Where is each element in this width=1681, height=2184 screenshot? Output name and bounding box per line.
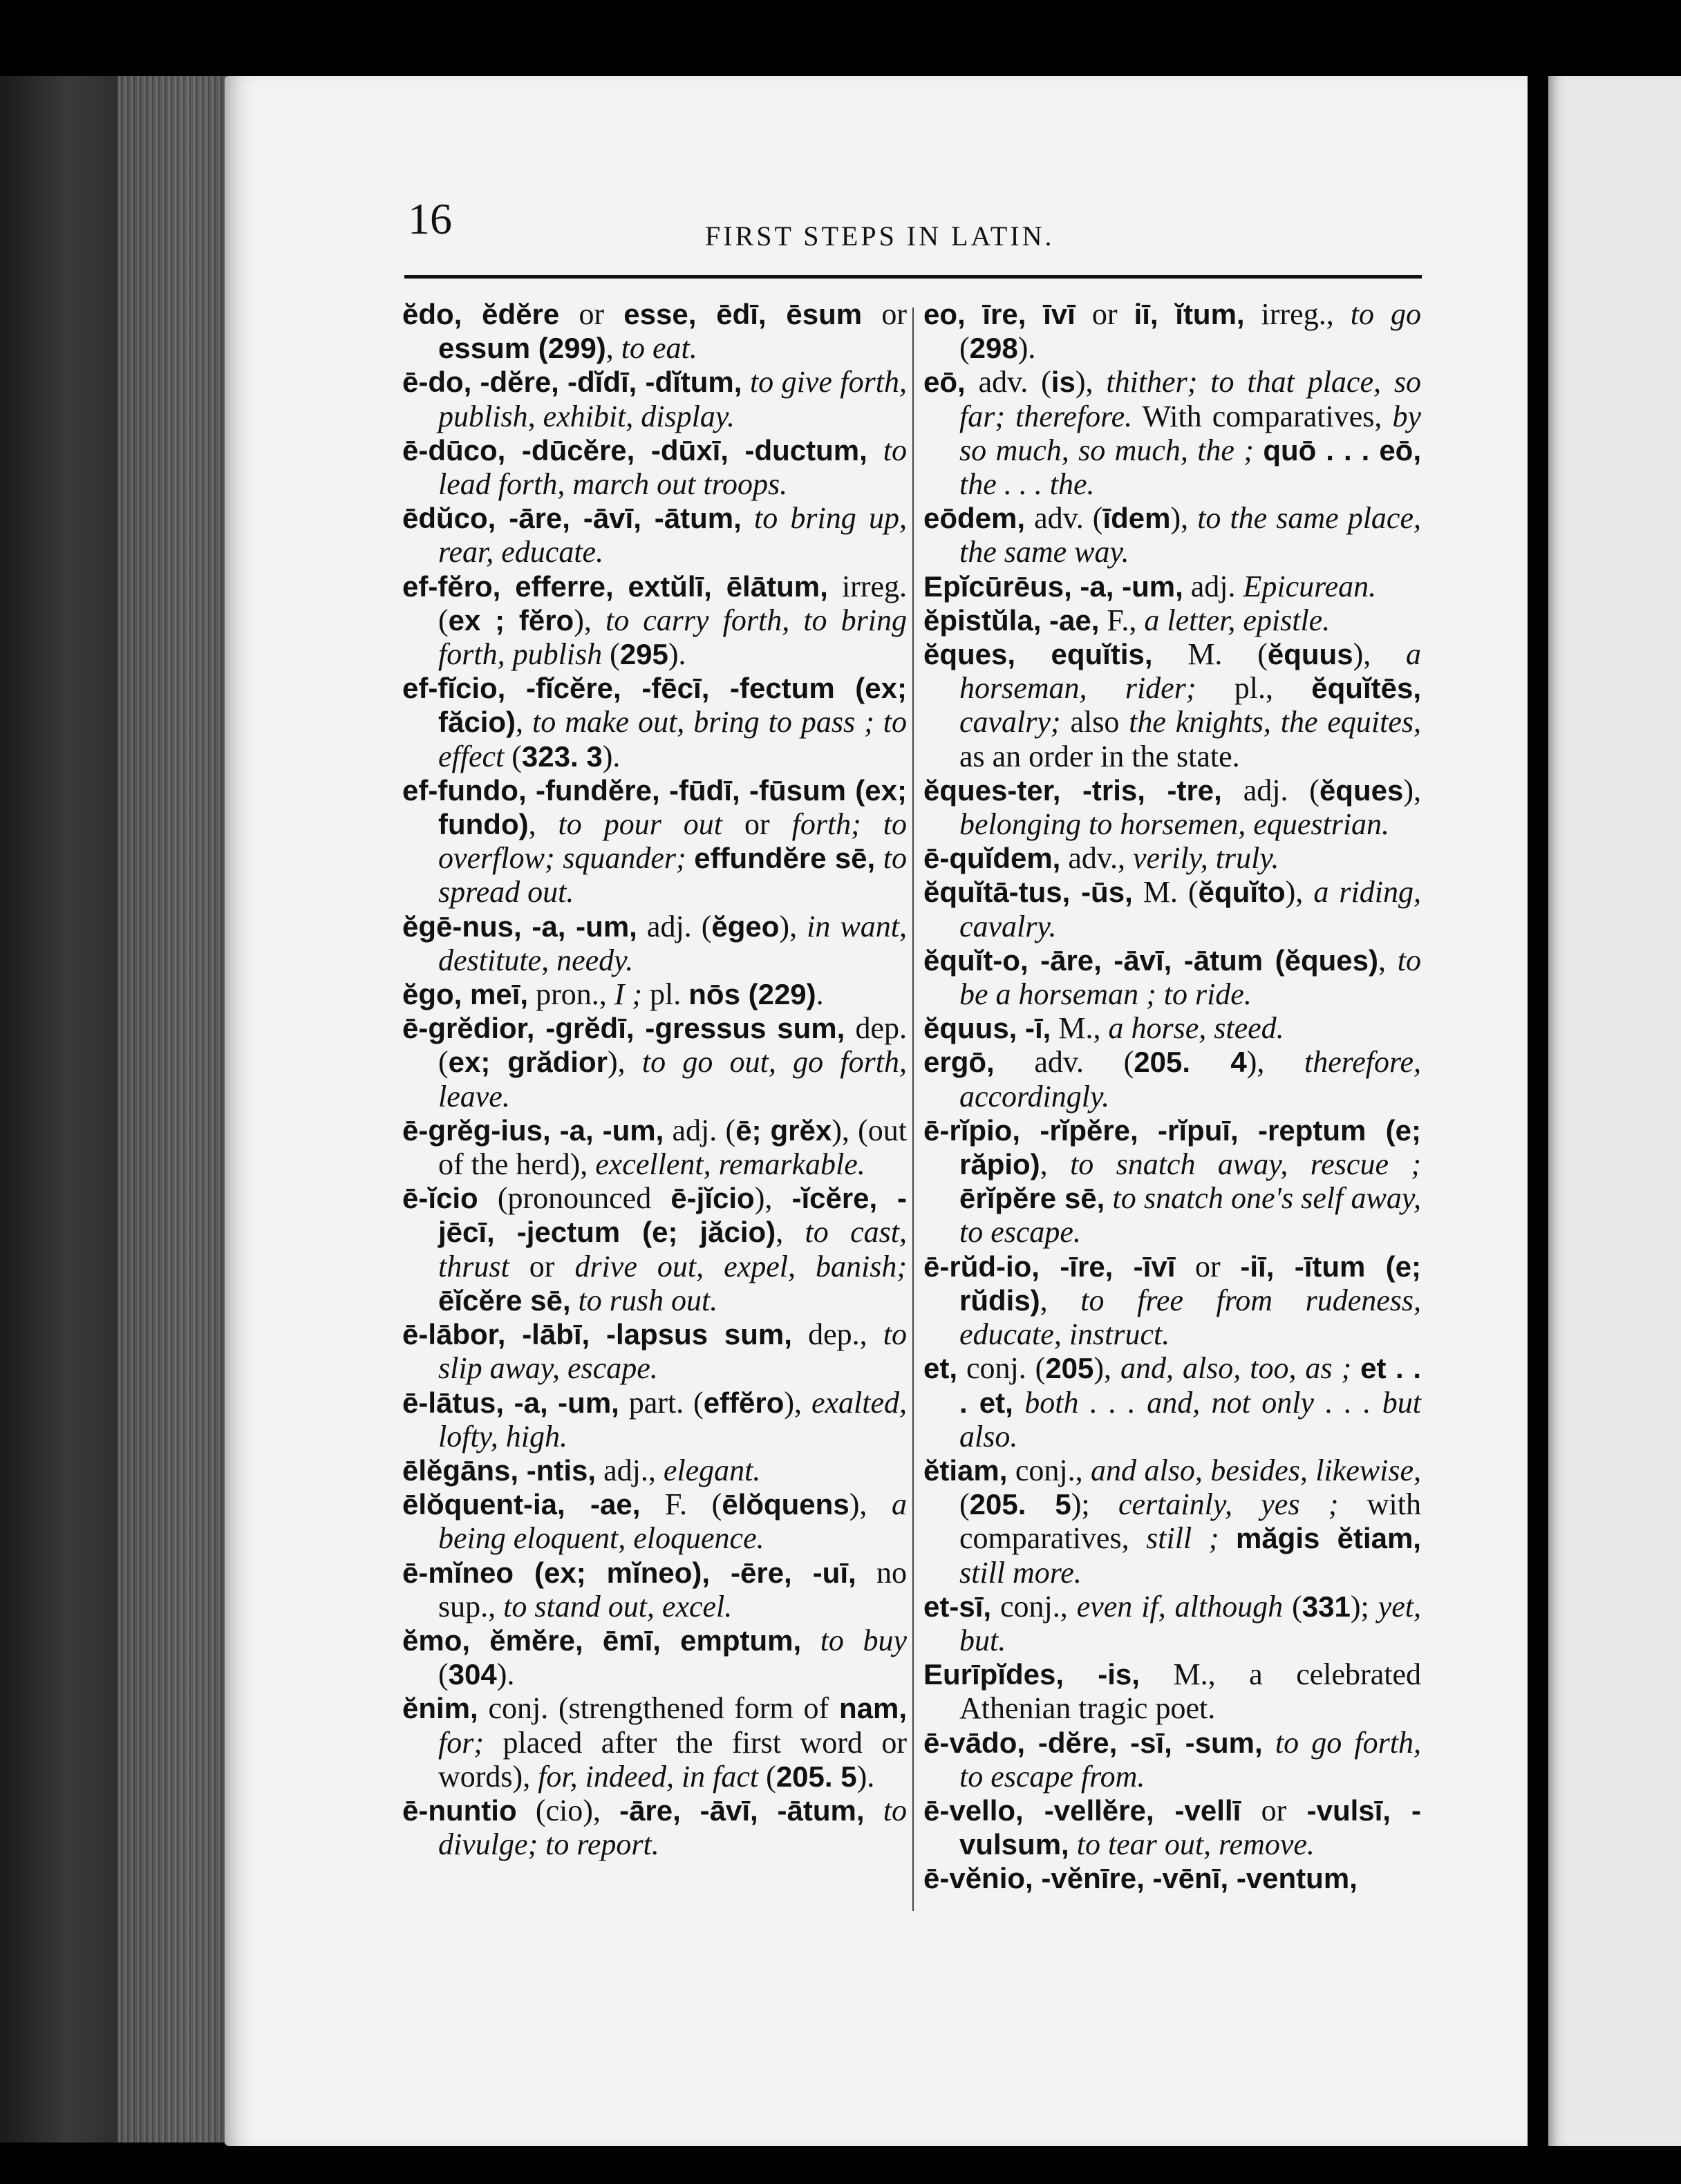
entry-text: no sup., xyxy=(438,1555,907,1623)
headword-text: iī, ĭtum, xyxy=(1134,298,1245,330)
definition-text: a letter, epistle. xyxy=(1144,603,1331,637)
entry-text: ). xyxy=(856,1759,875,1794)
definition-text: a being eloquent, eloquence. xyxy=(438,1487,907,1556)
entry-text: or xyxy=(1075,297,1134,331)
headword-text: ĕquĭtēs, xyxy=(1311,672,1421,705)
entry-text: conj., xyxy=(991,1589,1077,1623)
headword-text: ēlŏquens xyxy=(722,1488,849,1521)
headword-text: 323. 3 xyxy=(521,740,603,773)
definition-text: to pour out xyxy=(558,807,723,842)
right-column xyxy=(923,297,1421,1896)
dictionary-entry xyxy=(923,297,1421,365)
definition-text: by so much, so much, the ; xyxy=(959,399,1421,467)
headword-text: ĕques xyxy=(1319,773,1404,807)
headword-text: ĕquus, -ī, xyxy=(923,1012,1051,1045)
entry-text: , xyxy=(528,807,558,842)
entry-text: adv. ( xyxy=(994,1045,1134,1080)
dictionary-entry xyxy=(402,671,907,773)
definition-text: for, indeed, in fact xyxy=(538,1759,759,1794)
headword-text: nam, xyxy=(838,1692,907,1725)
definition-text: certainly, yes ; xyxy=(1118,1487,1339,1522)
definition-text: to stand out, excel. xyxy=(503,1589,733,1623)
definition-text: drive out, expel, banish; xyxy=(574,1249,907,1283)
definition-text: to free from rudeness, educate, instruct. xyxy=(959,1283,1422,1352)
dictionary-entry xyxy=(923,1726,1421,1794)
entry-text: ( xyxy=(758,1759,776,1794)
entry-text: pl., xyxy=(1196,671,1312,706)
headword-text: ĕgeo xyxy=(711,910,780,943)
headword-text: ēlŏquent-ia, -ae, xyxy=(402,1488,641,1521)
entry-text: , xyxy=(1378,943,1398,977)
headword-text: 295 xyxy=(619,638,668,671)
header-rule xyxy=(404,275,1422,279)
entry-text: ), xyxy=(784,1385,811,1420)
entry-text: or xyxy=(862,297,907,331)
dictionary-entry xyxy=(923,1861,1421,1895)
entry-text: dep., xyxy=(791,1317,883,1352)
dictionary-entry xyxy=(923,1657,1421,1725)
headword-text: ē-grĕg-ius, -a, -um, xyxy=(402,1113,664,1147)
headword-text: ē-nuntio xyxy=(402,1794,517,1827)
definition-text: to cast, thrust xyxy=(438,1215,908,1283)
entry-text: or xyxy=(509,1249,575,1283)
entry-text: F., xyxy=(1099,603,1145,637)
dictionary-entry xyxy=(402,433,907,501)
entry-text xyxy=(742,365,750,399)
entry-text: adj. xyxy=(1183,569,1243,603)
headword-text: Eurīpĭdes, -is, xyxy=(923,1658,1140,1691)
definition-text: to divulge; to report. xyxy=(438,1793,907,1862)
definition-text: therefore, accordingly. xyxy=(959,1045,1421,1113)
definition-text: the . . . the. xyxy=(959,467,1095,502)
entry-text: ); xyxy=(1350,1589,1378,1623)
dictionary-entry xyxy=(923,1590,1421,1657)
entry-text: ( xyxy=(602,637,620,672)
headword-text: ēlĕgāns, -ntis, xyxy=(402,1453,597,1487)
entry-text xyxy=(867,433,883,467)
dictionary-entry xyxy=(923,773,1421,841)
dictionary-entry xyxy=(402,1794,907,1861)
definition-text: to tear out, remove. xyxy=(1076,1827,1315,1862)
headword-text: et-sī, xyxy=(923,1590,992,1623)
entry-text: ); xyxy=(1071,1487,1118,1522)
entry-text: adv. ( xyxy=(965,365,1051,399)
entry-text: M., a celebrated Athenian tragic poet. xyxy=(959,1657,1421,1726)
headword-text: eo, īre, īvī xyxy=(923,298,1076,330)
entry-text: ). xyxy=(602,739,621,773)
entry-text: ( xyxy=(959,331,970,366)
entry-text: or xyxy=(1175,1249,1241,1283)
dictionary-entry xyxy=(402,1691,907,1794)
headword-text: ē-vĕnio, -vĕnīre, -vēnī, -ventum, xyxy=(923,1862,1358,1895)
definition-text: Epicurean. xyxy=(1243,569,1377,603)
entry-text: ( xyxy=(1283,1589,1302,1623)
entry-text: , xyxy=(605,331,621,366)
headword-text: Epĭcūrēus, -a, -um, xyxy=(923,569,1183,603)
entry-text: M. ( xyxy=(1152,637,1268,672)
headword-text: et, xyxy=(923,1352,958,1385)
dictionary-entry xyxy=(402,1453,907,1487)
running-head: FIRST STEPS IN LATIN. xyxy=(705,220,1055,252)
definition-text: to snatch one's self away, to escape. xyxy=(959,1181,1421,1250)
dictionary-entry xyxy=(402,977,907,1011)
headword-text: 205. 5 xyxy=(776,1760,857,1793)
entry-text: ). xyxy=(668,637,686,672)
definition-text: to buy xyxy=(820,1623,907,1657)
dictionary-entry xyxy=(402,1181,907,1317)
entry-text: pron., xyxy=(528,977,614,1012)
dictionary-entry xyxy=(402,297,907,365)
headword-text: ē-rĭpio, -rĭpĕre, -rĭpuī, -reptum (e; răpio) xyxy=(923,1113,1421,1181)
headword-text: ĕquĭtā-tus, -ūs, xyxy=(923,876,1133,909)
entry-text: irreg., xyxy=(1244,297,1351,331)
headword-text: ē-ĭcio xyxy=(402,1182,478,1215)
headword-text: ē-vello, -vellĕre, -vellī xyxy=(923,1794,1241,1827)
entry-text: M., xyxy=(1051,1011,1109,1046)
definition-text: still ; xyxy=(1146,1521,1219,1556)
definition-text: both . . . and, not only . . . but also. xyxy=(959,1385,1421,1453)
entry-text: or xyxy=(722,807,792,842)
dictionary-entry xyxy=(402,365,907,433)
dictionary-entry xyxy=(923,1351,1421,1453)
entry-text: ), xyxy=(754,1181,792,1216)
headword-text: is xyxy=(1051,366,1076,399)
headword-text: ē-lābor, -lābī, -lapsus sum, xyxy=(402,1318,792,1351)
headword-text: 298 xyxy=(969,332,1018,365)
dictionary-entry xyxy=(923,1011,1421,1045)
entry-text: , xyxy=(776,1215,805,1250)
definition-text: to give forth, publish, exhibit, display. xyxy=(438,365,907,433)
headword-text: ĕnim, xyxy=(402,1692,478,1725)
headword-text: ex; grădior xyxy=(448,1046,608,1079)
entry-text: or xyxy=(559,297,624,331)
entry-text xyxy=(1219,1521,1236,1555)
entry-text: ), xyxy=(1093,1351,1120,1386)
dictionary-entry xyxy=(923,1045,1421,1113)
definition-text: to bring up, rear, educate. xyxy=(438,501,907,569)
headword-text: ĕmo, ĕmĕre, ēmī, emptum, xyxy=(402,1623,802,1657)
dictionary-entry xyxy=(923,637,1421,773)
headword-text: ef-fĕro, efferre, extŭlī, ēlātum, xyxy=(402,569,828,603)
entry-text xyxy=(686,841,695,875)
entry-text: adj., xyxy=(596,1453,664,1487)
headword-text: ĕques, equĭtis, xyxy=(923,638,1153,671)
entry-text: adv. ( xyxy=(1025,501,1103,536)
entry-text: , xyxy=(1040,1147,1071,1182)
entry-text xyxy=(1013,1386,1024,1420)
headword-text: ē-grĕdior, -grĕdī, -gressus sum, xyxy=(402,1012,845,1045)
dictionary-entry xyxy=(923,841,1421,875)
headword-text: ēdŭco, -āre, -āvī, -ātum, xyxy=(402,502,742,535)
headword-text: ĕpistŭla, -ae, xyxy=(923,603,1100,637)
dictionary-entry xyxy=(923,1794,1421,1861)
column-divider xyxy=(912,308,914,1911)
left-column xyxy=(402,297,907,1861)
entry-text: adj. ( xyxy=(637,909,712,943)
headword-text: -vulsī, -vulsum, xyxy=(959,1794,1421,1861)
definition-text: cavalry; xyxy=(959,705,1061,740)
dictionary-entry xyxy=(402,1113,907,1181)
definition-text: to go forth, to escape from. xyxy=(959,1725,1421,1794)
entry-text xyxy=(1351,1351,1360,1385)
facing-page-edge xyxy=(1548,76,1681,2146)
definition-text: to carry forth, to bring forth, publish xyxy=(438,603,907,672)
dictionary-entry xyxy=(402,1386,907,1453)
headword-text: ĕquĭto xyxy=(1198,876,1286,909)
entry-text xyxy=(742,501,754,535)
definition-text: I ; xyxy=(614,977,643,1012)
dictionary-entry xyxy=(402,1487,907,1555)
headword-text: ĕquĭt-o, -āre, -āvī, -ātum (ĕques) xyxy=(923,943,1378,977)
headword-text: esse, ēdī, ēsum xyxy=(623,298,863,330)
dictionary-entry xyxy=(923,1250,1421,1352)
headword-text: 331 xyxy=(1302,1590,1351,1623)
headword-text: ĕquus xyxy=(1267,638,1353,671)
entry-text: ), xyxy=(1353,637,1406,672)
headword-text: ĕgē-nus, -a, -um, xyxy=(402,910,637,943)
headword-text: ēĭcĕre sē, xyxy=(438,1283,571,1317)
entry-text: ( xyxy=(504,739,522,773)
definition-text: to go xyxy=(1350,297,1422,331)
entry-text: adj. ( xyxy=(664,1113,736,1147)
dictionary-entry xyxy=(923,875,1421,943)
entry-text: pl. xyxy=(642,977,689,1012)
entry-text xyxy=(1105,1181,1112,1215)
definition-text: elegant. xyxy=(663,1453,761,1487)
headword-text: essum (299) xyxy=(438,332,606,365)
headword-text: ĕdo, ĕdĕre xyxy=(402,298,560,330)
definition-text: a horseman, rider; xyxy=(959,637,1421,706)
headword-text: ef-fundo, -fundĕre, -fūdī, -fūsum (ex; fundo) xyxy=(402,773,907,841)
entry-text xyxy=(801,1623,820,1657)
entry-text: adj. ( xyxy=(1221,773,1320,807)
entry-text: ( xyxy=(959,1487,970,1522)
dictionary-entry xyxy=(402,1556,907,1623)
dictionary-entry xyxy=(402,501,907,569)
entry-text: ), (out of the herd), xyxy=(438,1113,908,1182)
entry-text: as an order in the state. xyxy=(959,739,1240,773)
entry-text: conj. (strengthened form of xyxy=(478,1691,839,1726)
entry-text: ), xyxy=(1285,875,1314,910)
dictionary-entry xyxy=(402,910,907,977)
definition-text: a horse, steed. xyxy=(1108,1011,1284,1046)
definition-text: a riding, cavalry. xyxy=(959,875,1421,943)
definition-text: thither; to that place, so far; therefore. xyxy=(959,365,1421,433)
headword-text: ē-vādo, -dĕre, -sī, -sum, xyxy=(923,1726,1263,1759)
headword-text: ērĭpĕre sē, xyxy=(959,1182,1105,1215)
headword-text: ergō, xyxy=(923,1046,995,1079)
entry-text: conj. ( xyxy=(957,1351,1046,1386)
definition-text: to snatch away, rescue ; xyxy=(1070,1147,1422,1182)
headword-text: ĕgo, meī, xyxy=(402,978,529,1011)
entry-text: with comparatives, xyxy=(959,1487,1421,1556)
entry-text: , xyxy=(1040,1283,1081,1317)
page-edges xyxy=(118,76,235,2143)
entry-text: ), xyxy=(1246,1045,1304,1080)
definition-text: even if, although xyxy=(1076,1589,1284,1623)
dictionary-entry xyxy=(402,569,907,672)
entry-text: ), xyxy=(1075,365,1107,399)
entry-text: ), xyxy=(1403,773,1421,807)
definition-text: belonging to horsemen, equestrian. xyxy=(959,807,1390,842)
headword-text: ĕques-ter, -tris, -tre, xyxy=(923,773,1222,807)
entry-text: ). xyxy=(496,1657,515,1692)
headword-text: 205. 4 xyxy=(1134,1046,1247,1079)
entry-text: irreg. ( xyxy=(438,569,907,637)
entry-text xyxy=(865,1794,883,1827)
headword-text: effundĕre sē, xyxy=(694,842,876,875)
entry-text: dep. ( xyxy=(438,1011,908,1080)
entry-text xyxy=(1254,433,1263,467)
definition-text: exalted, lofty, high. xyxy=(438,1385,907,1453)
entry-text: or xyxy=(1241,1793,1307,1827)
entry-text xyxy=(1069,1827,1077,1861)
entry-text: , xyxy=(516,705,533,740)
headword-text: eō, xyxy=(923,366,966,399)
definition-text: to rush out. xyxy=(578,1283,718,1317)
entry-text: ), xyxy=(1170,501,1198,536)
headword-text: -iī, -ītum (e; rŭdis) xyxy=(959,1250,1422,1317)
dictionary-entry xyxy=(923,1113,1421,1250)
definition-text: to the same place, the same way. xyxy=(959,501,1421,569)
definition-text: yet, but. xyxy=(959,1589,1421,1657)
entry-text: . xyxy=(816,977,824,1012)
entry-text: With comparatives, xyxy=(1132,399,1393,433)
dictionary-entry xyxy=(923,501,1421,569)
entry-text: ), xyxy=(779,909,807,943)
headword-text: ex ; fĕro xyxy=(448,603,574,637)
headword-text: effĕro xyxy=(703,1386,785,1419)
page-number: 16 xyxy=(408,194,452,243)
entry-text: (cio), xyxy=(516,1793,620,1827)
headword-text: ē-lātus, -a, -um, xyxy=(402,1386,619,1419)
entry-text xyxy=(875,841,883,875)
entry-text: ). xyxy=(1017,331,1036,366)
entry-text: also xyxy=(1060,705,1129,740)
headword-text: ē-dūco, -dūcĕre, -dūxī, -ductum, xyxy=(402,433,867,467)
headword-text: īdem xyxy=(1102,502,1171,535)
dictionary-entry xyxy=(402,1317,907,1385)
headword-text: 304 xyxy=(448,1658,497,1691)
definition-text: to lead forth, march out troops. xyxy=(438,433,907,502)
headword-text: măgis ĕtiam, xyxy=(1235,1522,1421,1555)
dictionary-entry xyxy=(923,365,1421,501)
definition-text: forth; to overflow; squander; xyxy=(438,807,907,876)
headword-text: 205. 5 xyxy=(969,1488,1071,1521)
definition-text: to go out, go forth, leave. xyxy=(438,1045,907,1113)
headword-text: ē-rŭd-io, -īre, -īvī xyxy=(923,1250,1176,1283)
entry-text: M. ( xyxy=(1132,875,1199,910)
dictionary-entry xyxy=(402,1011,907,1113)
headword-text: et . . . et, xyxy=(959,1352,1422,1419)
definition-text: the knights, the equites, xyxy=(1129,705,1421,740)
definition-text: to eat. xyxy=(621,331,697,366)
definition-text: for; xyxy=(438,1725,484,1760)
headword-text: 205 xyxy=(1045,1352,1094,1385)
headword-text: ef-fĭcio, -fĭcĕre, -fēcī, -fectum (ex; făcio) xyxy=(402,672,907,739)
headword-text: ē; grĕx xyxy=(735,1113,832,1147)
headword-text: nōs (229) xyxy=(688,978,816,1011)
definition-text: to make out, bring to pass ; to effect xyxy=(438,705,907,773)
entry-text: ), xyxy=(849,1487,892,1522)
definition-text: verily, truly. xyxy=(1133,841,1279,876)
dictionary-entry xyxy=(402,773,907,910)
headword-text: -āre, -āvī, -ātum, xyxy=(619,1794,865,1827)
entry-text: (pronounced xyxy=(478,1181,671,1216)
headword-text: ē-jĭcio xyxy=(670,1182,755,1215)
dictionary-entry xyxy=(402,1623,907,1691)
definition-text: excellent, remarkable. xyxy=(595,1147,865,1182)
entry-text: adv., xyxy=(1060,841,1134,876)
definition-text: to slip away, escape. xyxy=(438,1317,907,1386)
dictionary-entry xyxy=(923,603,1421,637)
entry-text: F. ( xyxy=(640,1487,722,1522)
entry-text xyxy=(571,1283,579,1317)
headword-text: -ĭcĕre, -jēcī, -jectum (e; jăcio) xyxy=(438,1182,907,1249)
dictionary-entry xyxy=(923,943,1421,1011)
headword-text: ē-mĭneo (ex; mĭneo), -ēre, -uī, xyxy=(402,1556,856,1589)
definition-text: in want, destitute, needy. xyxy=(438,909,908,977)
headword-text: ĕtiam, xyxy=(923,1453,1008,1487)
entry-text xyxy=(1263,1726,1275,1760)
entry-text: placed after the first word or words), xyxy=(438,1725,907,1794)
entry-text: ), xyxy=(574,603,605,637)
entry-text: ), xyxy=(607,1045,642,1080)
headword-text: ē-quĭdem, xyxy=(923,842,1061,875)
definition-text: and also, besides, likewise, xyxy=(1091,1453,1421,1487)
dictionary-entry xyxy=(923,1453,1421,1590)
dictionary-entry xyxy=(923,569,1421,603)
definition-text: and, also, too, as ; xyxy=(1120,1351,1352,1386)
entry-text: ( xyxy=(438,1657,449,1692)
entry-text: part. ( xyxy=(619,1385,704,1420)
definition-text: to be a horseman ; to ride. xyxy=(959,943,1422,1012)
definition-text: to spread out. xyxy=(438,841,908,910)
entry-text: conj., xyxy=(1007,1453,1091,1487)
headword-text: ē-do, -dĕre, -dĭdī, -dĭtum, xyxy=(402,366,742,399)
headword-text: eōdem, xyxy=(923,502,1026,535)
headword-text: quō . . . eō, xyxy=(1263,433,1421,467)
definition-text: still more. xyxy=(959,1555,1082,1590)
